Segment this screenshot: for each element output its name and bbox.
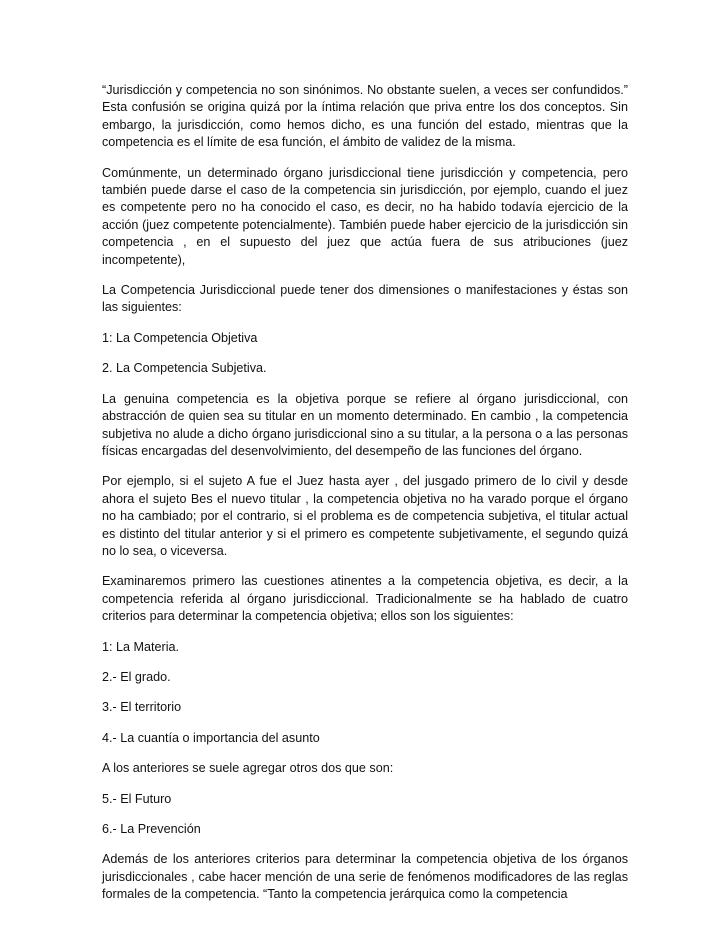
list-item-grado: 2.- El grado.: [102, 669, 171, 684]
list-item-prevencion: 6.- La Prevención: [102, 822, 201, 836]
list-item-materia: 1: La Materia.: [102, 639, 180, 654]
paragraph-fenomenos-modificadores: Además de los anteriores criterios para determinar la competencia objetiva de los órganos jurisdiccionales , cabe hacer mención de una serie de fenómenos modificadores de las reglas formales de la competencia. “Tanto la competencia jerárquica como la competencia: [102, 852, 628, 902]
list-item-competencia-subjetiva: 2. La Competencia Subjetiva.: [102, 361, 267, 376]
list-item-cuantia: 4.- La cuantía o importancia del asunto: [102, 730, 320, 745]
paragraph-competencia-sin-jurisdiccion: Comúnmente, un determinado órgano jurisdiccional tiene jurisdicción y competencia, pero también puede darse el caso de la competencia sin jurisdicción, por ejemplo, cuando el juez es competente pero no ha conocido el caso, es decir, no ha habido todavía ejercicio de la acción (juez competente potencialmente). También puede haber ejercicio de la jurisdicción sin competencia , en el supuesto del juez que actúa fuera de sus atribuciones (juez incompetente),: [102, 165, 628, 267]
paragraph-jurisdiccion-vs-competencia: “Jurisdicción y competencia no son sinónimos. No obstante suelen, a veces ser confundidos.” Esta confusión se origina quizá por la íntima relación que priva entre los dos conceptos. Sin embargo, la jurisdicción, como hemos dicho, es una función del estado, mientras que la competencia es el límite de esa función, el ámbito de validez de la misma.: [102, 83, 628, 150]
list-item-territorio: 3.- El territorio: [102, 700, 182, 715]
list-item-competencia-objetiva: 1: La Competencia Objetiva: [102, 330, 258, 345]
paragraph-dimensiones: La Competencia Jurisdiccional puede tener dos dimensiones o manifestaciones y éstas son las siguientes:: [102, 283, 628, 315]
document-page: [102, 82, 628, 917]
paragraph-criterios-intro: Examinaremos primero las cuestiones atinentes a la competencia objetiva, es decir, a la competencia referida al órgano jurisdiccional. Tradicionalmente se ha hablado de cuatro criterios para determinar la competencia objetiva; ellos son los siguientes:: [102, 574, 628, 624]
list-item-futuro: 5.- El Futuro: [102, 791, 172, 806]
paragraph-ejemplo: Por ejemplo, si el sujeto A fue el Juez hasta ayer , del jusgado primero de lo civil y desde ahora el sujeto Bes el nuevo titular , la competencia objetiva no ha varado porque el órgano no ha cambiado; por el contrario, si el problema es de competencia subjetiva, el titular actual es distinto del titular anterior y si el primero es competente subjetivamente, el segundo quizá no lo sea, o viceversa.: [102, 474, 628, 558]
paragraph-otros-dos: A los anteriores se suele agregar otros dos que son:: [102, 761, 394, 776]
paragraph-genuina-competencia: La genuina competencia es la objetiva porque se refiere al órgano jurisdiccional, con abstracción de quien sea su titular en un momento determinado. En cambio , la competencia subjetiva no alude a dicho órgano jurisdiccional sino a su titular, a la persona o a las personas físicas encargadas del desenvolvimiento, del desempeño de las funciones del órgano.: [102, 391, 628, 458]
